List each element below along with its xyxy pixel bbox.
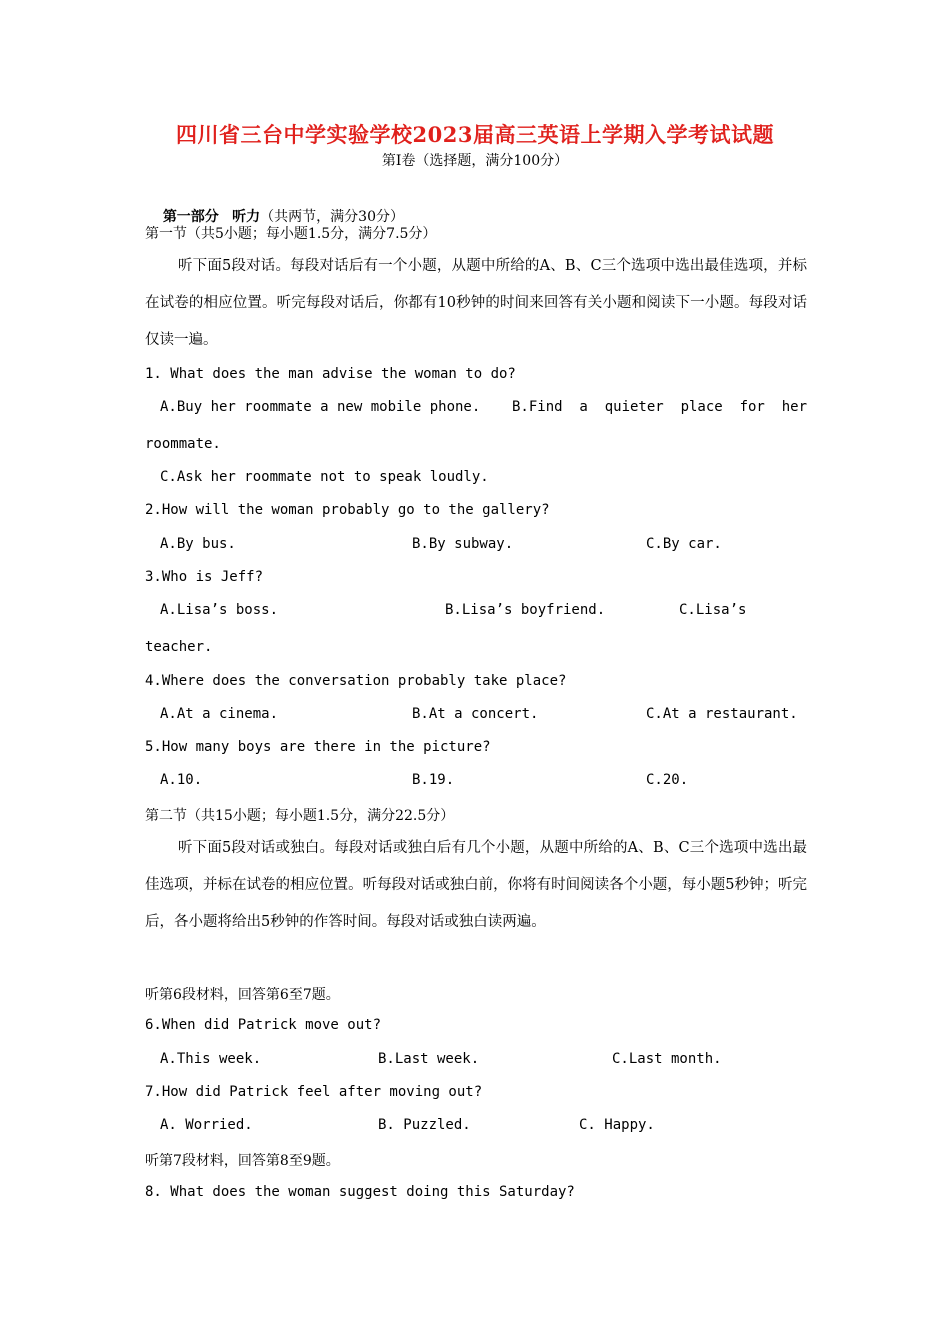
part1-label: 第一部分 bbox=[162, 209, 219, 225]
q7-option-b: B. Puzzled. bbox=[378, 1117, 471, 1133]
part1-note: （共两节，满分30分） bbox=[260, 209, 404, 225]
q2-option-c: C.By car. bbox=[646, 536, 722, 552]
q3-option-a: A.Lisa’s boss. bbox=[160, 602, 279, 618]
part1-name: 听力 bbox=[232, 209, 261, 225]
question-4: 4.Where does the conversation probably take place? bbox=[145, 673, 567, 689]
exam-subtitle: 第Ⅰ卷（选择题，满分100分） bbox=[381, 153, 569, 169]
material-7-note: 听第7段材料，回答第8至9题。 bbox=[145, 1153, 340, 1169]
section2-heading: 第二节（共15小题；每小题1.5分，满分22.5分） bbox=[145, 808, 455, 824]
q4-option-c: C.At a restaurant. bbox=[646, 706, 798, 722]
q3-option-c-continued: teacher. bbox=[145, 639, 213, 655]
q4-option-b: B.At a concert. bbox=[412, 706, 539, 722]
question-5: 5.How many boys are there in the picture? bbox=[145, 739, 491, 755]
q3-option-c: C.Lisa’s bbox=[679, 602, 747, 618]
question-1: 1. What does the man advise the woman to do? bbox=[145, 366, 516, 382]
question-3: 3.Who is Jeff? bbox=[145, 569, 264, 585]
q1-option-a: A.Buy her roommate a new mobile phone. bbox=[160, 399, 481, 415]
material-6-note: 听第6段材料，回答第6至7题。 bbox=[145, 987, 340, 1003]
q1-option-b-continued: roommate. bbox=[145, 436, 221, 452]
q4-option-a: A.At a cinema. bbox=[160, 706, 279, 722]
question-6: 6.When did Patrick move out? bbox=[145, 1017, 382, 1033]
question-2: 2.How will the woman probably go to the gallery? bbox=[145, 502, 550, 518]
q1-option-c: C.Ask her roommate not to speak loudly. bbox=[160, 469, 489, 485]
q5-option-a: A.10. bbox=[160, 772, 203, 788]
section1-instructions: 听下面5段对话。每段对话后有一个小题，从题中所给的A、B、C三个选项中选出最佳选项，并标在试卷的相应位置。听完每段对话后，你都有10秒钟的时间来回答有关小题和阅读下一小题。每段对话仅读一遍。 bbox=[145, 258, 807, 348]
question-7: 7.How did Patrick feel after moving out? bbox=[145, 1084, 483, 1100]
q2-option-b: B.By subway. bbox=[412, 536, 514, 552]
q1-option-b: B.Find a quieter place for her bbox=[512, 399, 808, 415]
q3-option-b: B.Lisa’s boyfriend. bbox=[445, 602, 606, 618]
q5-option-c: C.20. bbox=[646, 772, 689, 788]
q7-option-a: A. Worried. bbox=[160, 1117, 253, 1133]
q5-option-b: B.19. bbox=[412, 772, 455, 788]
q7-option-c: C. Happy. bbox=[579, 1117, 655, 1133]
q6-option-b: B.Last week. bbox=[378, 1051, 480, 1067]
question-8: 8. What does the woman suggest doing this Saturday? bbox=[145, 1184, 575, 1200]
section1-heading: 第一节（共5小题；每小题1.5分，满分7.5分） bbox=[145, 226, 437, 242]
q6-option-a: A.This week. bbox=[160, 1051, 262, 1067]
exam-title: 四川省三台中学实验学校2023届高三英语上学期入学考试试题 bbox=[176, 122, 774, 147]
q2-option-a: A.By bus. bbox=[160, 536, 236, 552]
q6-option-c: C.Last month. bbox=[612, 1051, 722, 1067]
section2-instructions: 听下面5段对话或独白。每段对话或独白后有几个小题，从题中所给的A、B、C三个选项中选出最佳选项，并标在试卷的相应位置。听每段对话或独白前，你将有时间阅读各个小题，每小题5秒钟；听完后，各小题将给出5秒钟的作答时间。每段对话或独白读两遍。 bbox=[145, 840, 807, 930]
